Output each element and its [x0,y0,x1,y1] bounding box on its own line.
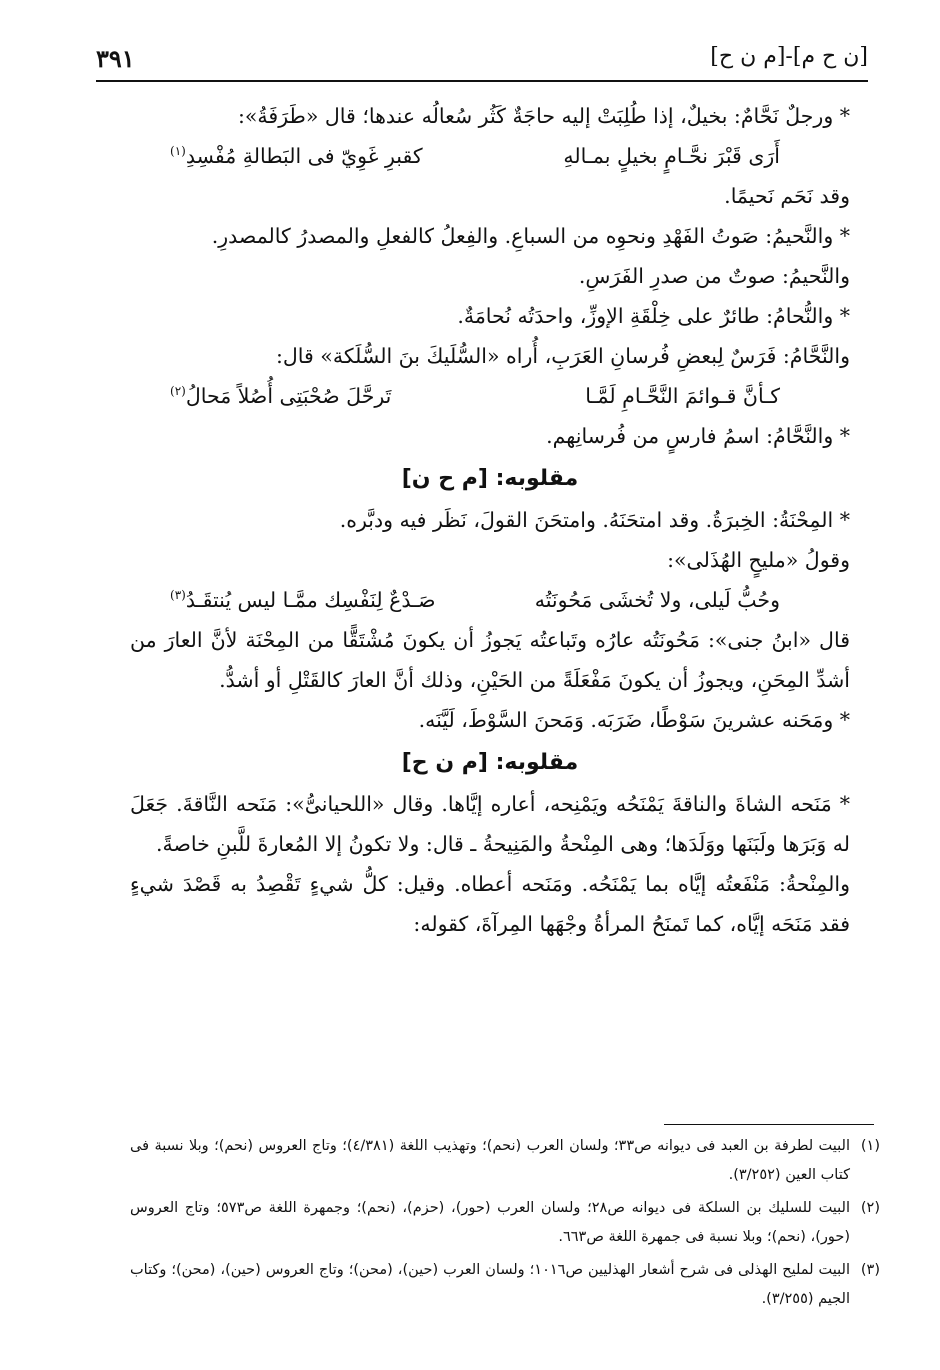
entry-paragraph: * والنَّحيمُ: صَوتُ الفَهْدِ ونحوِه من السباعِ. والفِعلُ كالفعلِ والمصدرُ كالمصدرِ. [211,224,850,248]
verse-first-hemistich: كـأنَّ قـوائمَ النَّحَّـامِ لَمَّـا [585,384,780,408]
page-header [96,44,868,78]
entry-paragraph: وقد نَحَم نَحيمًا. [724,184,850,208]
entry-paragraph: والمِنْحةُ: مَنْفَعتُه إيَّاه بما يَمْنَحُه. ومَنَحه أعطاه. وقيل: كلُّ شيءٍ تَقْصِدُ به قَصْدَ شيءٍ فقد مَنَحَه إيَّاه، كما تَمنَحُ المرأةُ وجْهَها المِرآةَ، كقوله: [130,872,850,936]
verse-line [130,580,850,620]
footnote-marker: (٣) [170,588,186,603]
entry-paragraph: * والنَّحَّامُ: اسمُ فارسٍ من فُرسانِهم. [546,424,850,448]
entry-paragraph: * ومَحَنه عشرينَ سَوْطًا، ضَرَبَه. وَمَحنَ السَّوْطَ، لَيَّنَه. [418,708,850,732]
verse-first-hemistich: وحُبُّ لَيلى، ولا تُخشَى مَحُونَتُه [534,588,780,612]
footnote [130,1132,880,1190]
footnote-marker: (٢) [170,384,186,399]
running-title: [ن ح م]-[م ن ح] [710,44,868,69]
entry-paragraph: وقولُ «مليحٍ الهُذَلى»: [667,548,850,572]
main-text [130,96,850,944]
entry-paragraph: قال «ابنُ جنى»: مَحُونَتُه عارُه وتَباعتُه يَجوزُ أن يكونَ مُشْتَقًّا من المِحْنَة لأنَّ العارَ من أشدِّ المِحَنِ، ويجوزُ أن يكونَ مَفْعَلَةً من الحَيْنِ، وذلك أنَّ العارَ كالقَتْلِ أو أشدُّ. [130,628,850,692]
entry-paragraph: * ورجلٌ نَحَّامٌ: بخيلٌ، إذا طُلِبَتْ إليه حاجَةٌ كَثُر سُعالُه عندها؛ قال «طَرَفَةُ»: [237,104,850,128]
footnote-rule [664,1124,874,1125]
verse-first-hemistich: أَرَى قَبْرَ نحَّـامٍ بخيلٍ بمـالهِ [563,144,780,168]
section-heading: مقلوبه: [م ح ن] [401,466,579,491]
footnote [130,1256,880,1314]
entry-paragraph: * المِحْنَةُ: الخِبرَةُ. وقد امتحَنَهُ. وامتحَنَ القولَ، نَظَر فيه ودبَّره. [339,508,850,532]
footnotes [130,1132,880,1318]
verse-second-hemistich: صَـدْعٌ لِنَفْسِك ممَّـا ليس يُنتقَـدُ$^{(٣)}$ [170,588,436,612]
page-number: ٣٩١ [96,44,135,73]
footnote-text: البيت للسليك بن السلكة فى ديوانه ص٢٨؛ ولسان العرب (حور)، (حزم)، (نحم)؛ وجمهرة اللغة ص٥٧٣؛ وتاج العروس (حور)، (نحم)؛ وبلا نسبة فى جمهرة اللغة ص٦٦٣. [130,1200,851,1245]
header-rule [96,80,868,82]
footnote [130,1194,880,1252]
section-heading: مقلوبه: [م ن ح] [401,750,579,775]
footnote-number: (٢) [860,1200,880,1216]
verse-line [130,136,850,176]
entry-paragraph: * والنُّحامُ: طائرٌ على خِلْقَةِ الإوزِّ، واحدَتُه نُحامَةٌ. [457,304,850,328]
footnote-number: (١) [860,1138,880,1154]
footnote-text: البيت لمليح الهذلى فى شرح أشعار الهذليين ص١٠١٦؛ ولسان العرب (حين)، (محن)؛ وتاج العروس (حين)، (محن)؛ وكتاب الجيم (٣/٢٥٥). [130,1262,850,1307]
verse-second-hemistich: تَرحَّلَ صُحْبَتِى أُصُلاً مَحالُ$^{(٢)}$ [170,384,392,408]
verse-second-hemistich: كقبرِ غَوِيّ فى البَطالةِ مُفْسِدِ$^{(١)}$ [170,144,423,168]
entry-paragraph: والنَّحيمُ: صوتٌ من صدرِ الفَرَسِ. [578,264,850,288]
footnote-text: البيت لطرفة بن العبد فى ديوانه ص٣٣؛ ولسان العرب (نحم)؛ وتهذيب اللغة (٤/٣٨١)؛ وتاج العروس (نحم)؛ وبلا نسبة فى كتاب العين (٣/٢٥٢). [130,1138,850,1183]
footnote-number: (٣) [860,1262,880,1278]
footnote-marker: (١) [170,144,186,159]
entry-paragraph: * مَنَحه الشاةَ والناقةَ يَمْنَحُه ويَمْنِحه، أعاره إيَّاها. وقال «اللحيانىُّ»: مَنَحه النَّاقةَ. جَعَلَ له وَبَرَها ولَبَنَها ووَلَدَها؛ وهى المِنْحةُ والمَنِيحةُ ـ قال: ولا تكونُ إلا المُعارةَ للَّبنِ خاصةً. [130,792,850,856]
verse-line [130,376,850,416]
entry-paragraph: والنَّحَّامُ: فَرَسٌ لِبعضِ فُرسانِ العَرَبِ، أُراه «السُّلَيكَ بنَ السُّلَكة» قال: [275,344,850,368]
